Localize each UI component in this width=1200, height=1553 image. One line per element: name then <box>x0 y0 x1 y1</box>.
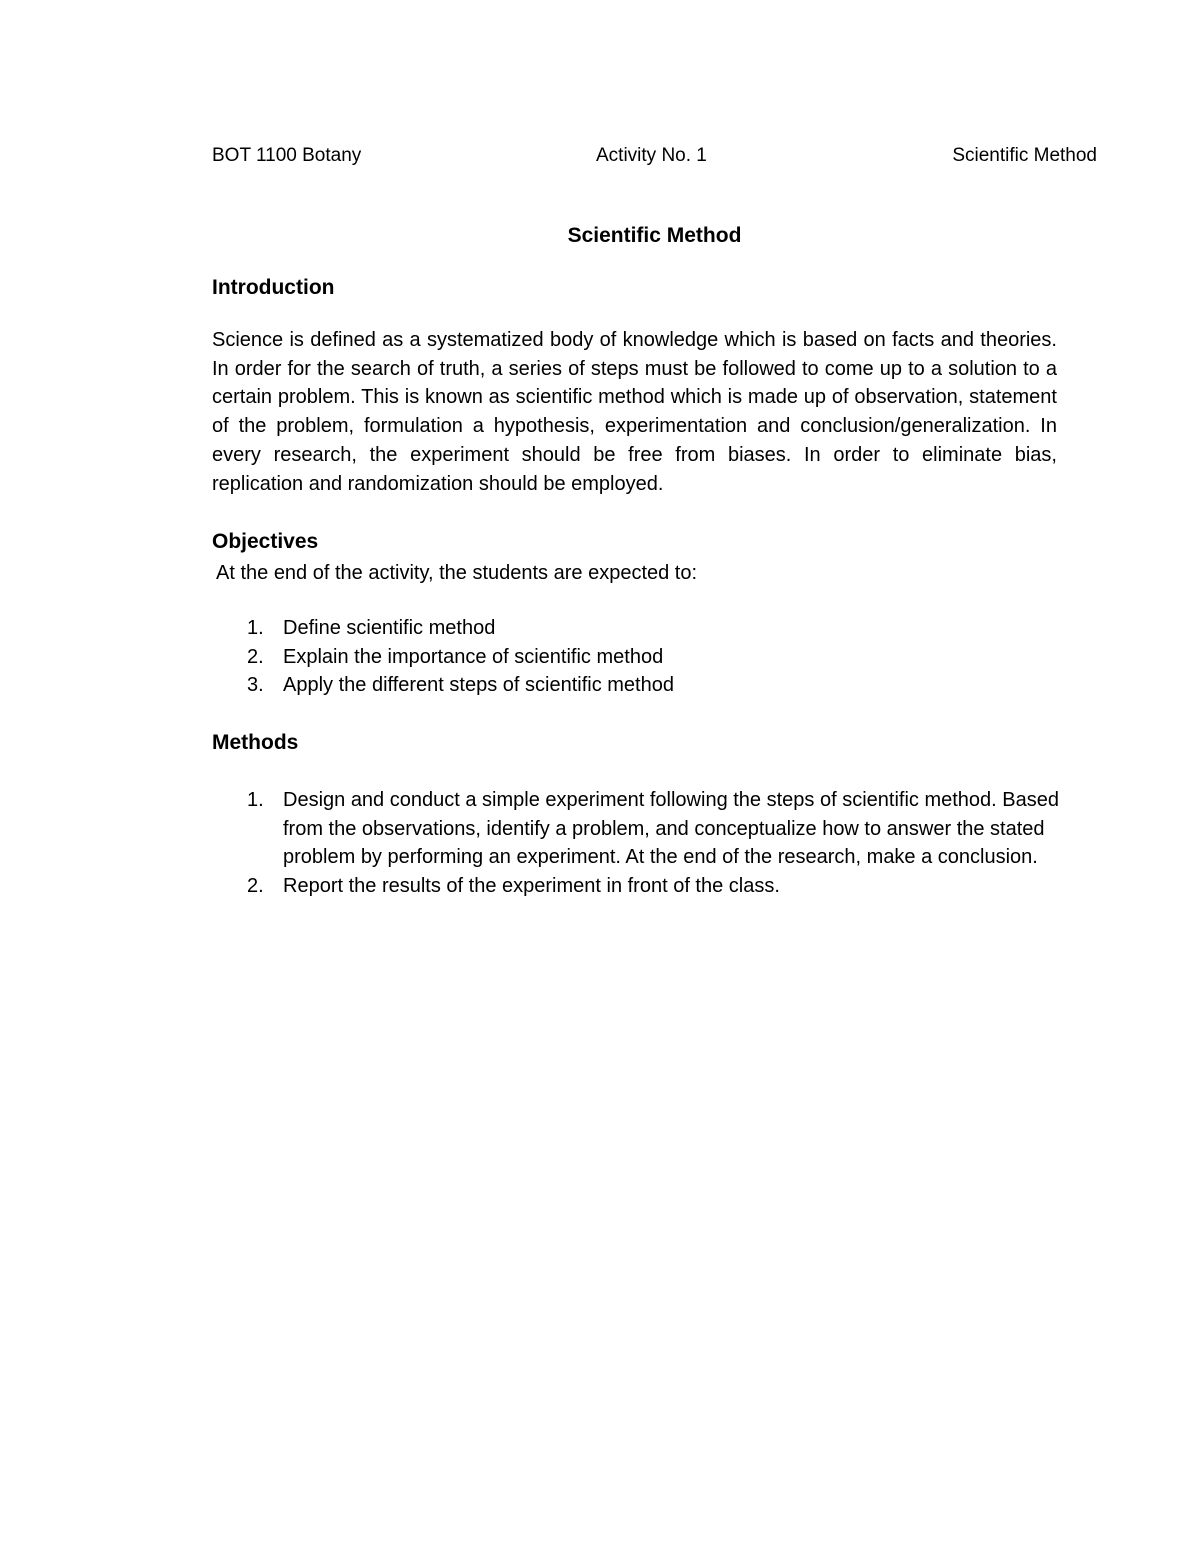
list-number: 1. <box>247 789 264 811</box>
list-number: 2. <box>247 645 264 668</box>
list-text: Design and conduct a simple experiment following the steps of scientific method. Based from the observations, identify a problem, and conceptualize how to answer the stated problem by performing an experiment. At the end of the research, make a conclusion. <box>283 789 1059 869</box>
header-course: BOT 1100 Botany <box>212 145 362 166</box>
methods-list <box>212 786 1072 901</box>
objectives-list <box>212 614 1072 700</box>
objectives-heading: Objectives <box>212 530 319 553</box>
list-number: 3. <box>247 674 264 697</box>
list-item <box>212 872 1072 901</box>
header-activity: Activity No. 1 <box>596 145 707 166</box>
list-item <box>212 671 1072 700</box>
list-item <box>212 786 1072 872</box>
list-item <box>212 643 1072 672</box>
document-title: Scientific Method <box>567 224 742 247</box>
page-header <box>212 143 1097 169</box>
list-item <box>212 614 1072 643</box>
list-number: 1. <box>247 617 264 639</box>
list-text: Explain the importance of scientific method <box>283 645 664 668</box>
list-text: Report the results of the experiment in front of the class. <box>283 875 780 898</box>
introduction-heading: Introduction <box>212 276 335 299</box>
list-number: 2. <box>247 875 264 898</box>
objectives-lead: At the end of the activity, the students are expected to: <box>216 562 698 584</box>
methods-heading: Methods <box>212 731 299 754</box>
list-text: Define scientific method <box>283 617 496 639</box>
header-topic: Scientific Method <box>952 145 1097 166</box>
introduction-paragraph: Science is defined as a systematized body of knowledge which is based on facts and theories. In order for the search of truth, a series of steps must be followed to come up to a solution to a certain problem. This is known as scientific method which is made up of observation, statement of the problem, formulation a hypothesis, experimentation and conclusion/generalization. In every research, the experiment should be free from biases. In order to eliminate bias, replication and randomization should be employed. <box>212 329 1057 495</box>
list-text: Apply the different steps of scientific method <box>283 674 674 697</box>
